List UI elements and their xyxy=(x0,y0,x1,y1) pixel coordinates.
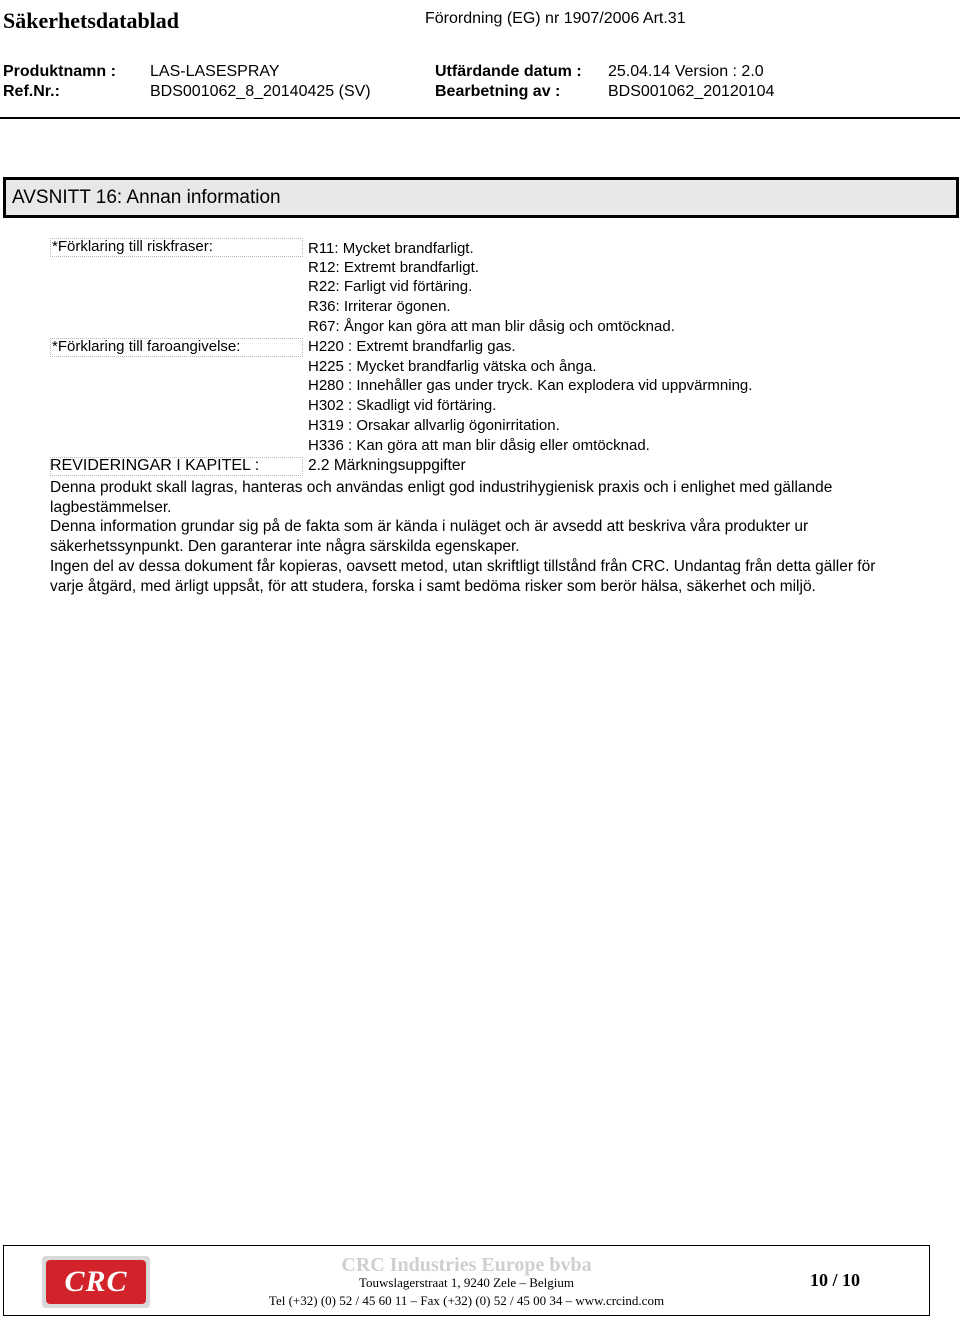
ref-number-label: Ref.Nr.: xyxy=(3,83,60,100)
company-name: CRC Industries Europe bvba xyxy=(341,1254,592,1276)
document-title: Säkerhetsdatablad xyxy=(3,8,180,33)
hazard-statement-item: H280 : Innehåller gas under tryck. Kan explodera vid uppvärmning. xyxy=(308,377,753,394)
hazard-statement-item: H336 : Kan göra att man blir dåsig eller omtöcknad. xyxy=(308,437,650,454)
risk-phrase-item: R36: Irriterar ögonen. xyxy=(308,298,451,315)
hazard-statement-item: H319 : Orsakar allvarlig ögonirritation. xyxy=(308,417,560,434)
risk-phrases-label: *Förklaring till riskfraser: xyxy=(52,238,213,255)
paragraph: Denna information grundar sig på de fakta som är kända i nuläget och är avsedd att beskriva våra produkter ur säkerhetssynpunkt. Den garanterar inte några särskilda egenskaper. xyxy=(50,518,809,555)
product-name-label: Produktnamn : xyxy=(3,63,116,80)
header-divider xyxy=(0,117,960,119)
page-footer xyxy=(3,1245,930,1316)
revisions-label: REVIDERINGAR I KAPITEL : xyxy=(50,457,260,474)
page-number: 10 / 10 xyxy=(810,1270,861,1290)
section-heading xyxy=(3,177,959,218)
issue-date-value: 25.04.14 Version : 2.0 xyxy=(608,63,764,80)
paragraph: Ingen del av dessa dokument får kopieras, oavsett metod, utan skriftligt tillstånd från CRC. Undantag från detta gäller för varje åtgärd, med ärligt uppsåt, för att studera, forska i samt bedöma risker som berör hälsa, säkerhet och miljö. xyxy=(50,558,876,595)
processing-label: Bearbetning av : xyxy=(435,83,561,100)
company-contact: Tel (+32) (0) 52 / 45 60 11 – Fax (+32) (0) 52 / 45 00 34 – www.crcind.com xyxy=(268,1293,665,1308)
hazard-statement-item: H302 : Skadligt vid förtäring. xyxy=(308,397,497,414)
hazard-statement-item: H220 : Extremt brandfarlig gas. xyxy=(308,338,516,355)
paragraph: Denna produkt skall lagras, hanteras och användas enligt god industrihygienisk praxis och i enlighet med gällande lagbestämmelser. xyxy=(50,479,833,516)
risk-phrase-item: R11: Mycket brandfarligt. xyxy=(308,240,474,257)
crc-logo-mark: CRC xyxy=(46,1260,146,1304)
hazard-statements-label: *Förklaring till faroangivelse: xyxy=(52,338,241,355)
product-name-value: LAS-LASESPRAY xyxy=(150,63,280,80)
section-title: AVSNITT 16: Annan information xyxy=(12,187,281,208)
company-address: Touwslagerstraat 1, 9240 Zele – Belgium xyxy=(359,1275,574,1290)
ref-number-value: BDS001062_8_20140425 (SV) xyxy=(150,83,371,100)
risk-phrase-item: R67: Ångor kan göra att man blir dåsig och omtöcknad. xyxy=(308,318,675,335)
regulation-reference: Förordning (EG) nr 1907/2006 Art.31 xyxy=(425,10,686,27)
processing-value: BDS001062_20120104 xyxy=(608,83,775,100)
risk-phrase-item: R22: Farligt vid förtäring. xyxy=(308,278,473,295)
hazard-statement-item: H225 : Mycket brandfarlig vätska och ånga. xyxy=(308,358,597,375)
revisions-value: 2.2 Märkningsuppgifter xyxy=(308,457,466,474)
risk-phrase-item: R12: Extremt brandfarligt. xyxy=(308,259,479,276)
issue-date-label: Utfärdande datum : xyxy=(435,63,582,80)
